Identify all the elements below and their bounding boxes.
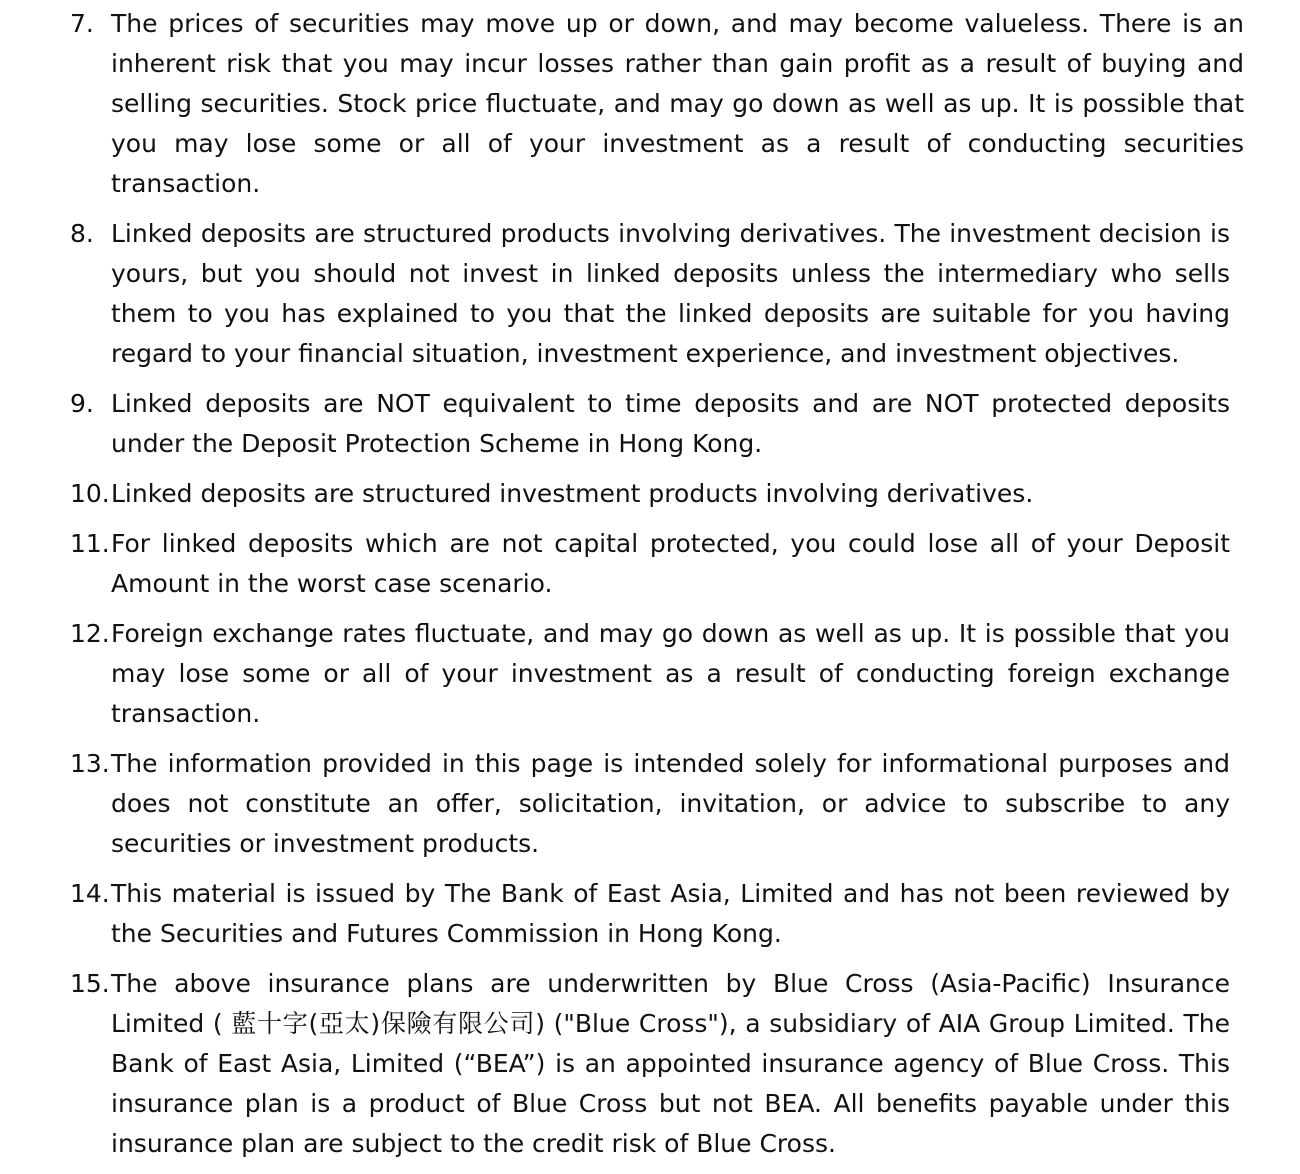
item-text: The information provided in this page is intended solely for informational purposes and does not constitute an offer, solicitation, invitation, or advice to subscribe to any securities or investment products. xyxy=(111,749,1230,858)
item-text: Foreign exchange rates fluctuate, and may go down as well as up. It is possible that you may lose some or all of your investment as a result of conducting foreign exchange transaction. xyxy=(111,619,1230,728)
item-text: For linked deposits which are not capital protected, you could lose all of your Deposit Amount in the worst case scenario. xyxy=(111,529,1230,598)
disclaimer-list xyxy=(70,4,1244,1174)
disclaimer-item-11 xyxy=(70,524,1230,604)
item-text: The prices of securities may move up or down, and may become valueless. There is an inherent risk that you may incur losses rather than gain profit as a result of buying and selling securities. Stock price fluctuate, and may go down as well as up. It is possible that you may lose some or all of your investment as a result of conducting securities transaction. xyxy=(111,9,1244,198)
item-number: 7. xyxy=(70,9,94,38)
disclaimer-item-8 xyxy=(70,214,1230,374)
item-number: 14. xyxy=(70,879,110,908)
item-text: The above insurance plans are underwritten by Blue Cross (Asia-Pacific) Insurance Limited ( 藍十字(亞太)保險有限公司) ("Blue Cross"), a subsidiary of AIA Group Limited. The Bank of East Asia, Limited (“BEA”) is an appointed insurance agency of Blue Cross. This insurance plan is a product of Blue Cross but not BEA. All benefits payable under this insurance plan are subject to the credit risk of Blue Cross. xyxy=(111,969,1230,1158)
item-number: 9. xyxy=(70,389,94,418)
item-text: This material is issued by The Bank of East Asia, Limited and has not been reviewed by the Securities and Futures Commission in Hong Kong. xyxy=(111,879,1230,948)
item-text: Linked deposits are NOT equivalent to time deposits and are NOT protected deposits under the Deposit Protection Scheme in Hong Kong. xyxy=(111,389,1230,458)
item-text: Linked deposits are structured investment products involving derivatives. xyxy=(111,479,1034,508)
item-number: 10. xyxy=(70,479,110,508)
disclaimer-item-7 xyxy=(70,4,1244,204)
item-number: 8. xyxy=(70,219,94,248)
disclaimer-item-14 xyxy=(70,874,1230,954)
disclaimer-item-12 xyxy=(70,614,1230,734)
disclaimer-item-13 xyxy=(70,744,1230,864)
disclaimer-item-10 xyxy=(70,474,1230,514)
item-number: 15. xyxy=(70,969,110,998)
item-number: 12. xyxy=(70,619,110,648)
disclaimer-item-15 xyxy=(70,964,1230,1164)
item-text: Linked deposits are structured products involving derivatives. The investment decision is yours, but you should not invest in linked deposits unless the intermediary who sells them to you has explained to you that the linked deposits are suitable for you having regard to your financial situation, investment experience, and investment objectives. xyxy=(111,219,1230,368)
item-number: 13. xyxy=(70,749,110,778)
disclaimer-item-9 xyxy=(70,384,1230,464)
item-number: 11. xyxy=(70,529,110,558)
